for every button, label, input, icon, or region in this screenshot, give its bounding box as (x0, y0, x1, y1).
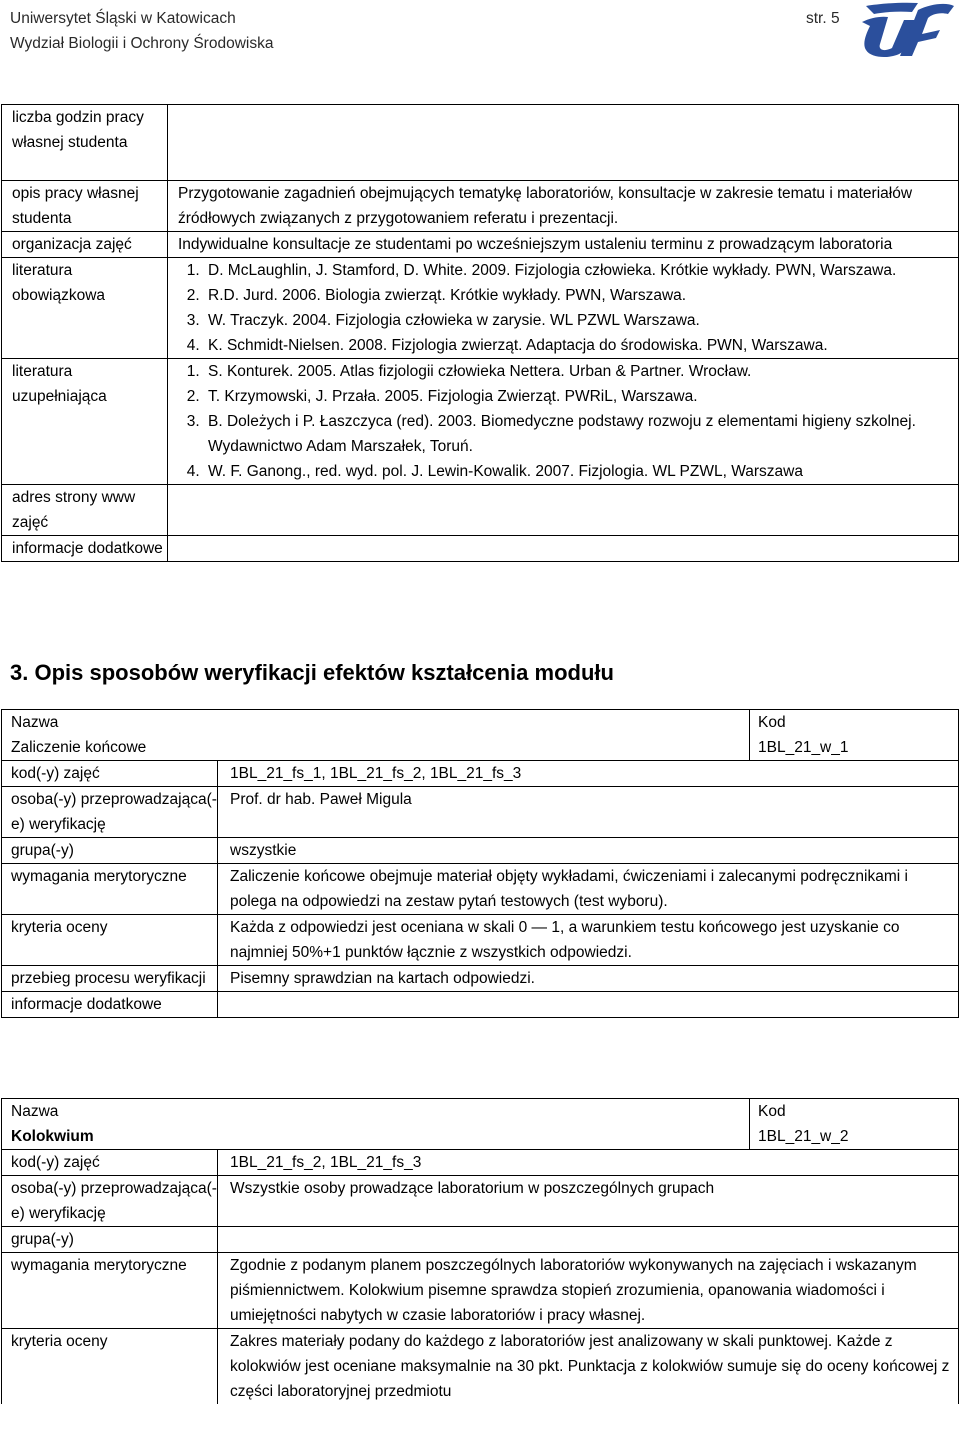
row-value: 1BL_21_fs_2, 1BL_21_fs_3 (218, 1150, 959, 1176)
row-value: Zgodnie z podanym planem poszczególnych laboratoriów wykonywanych na zajęciach i wskazanym piśmiennictwem. Kolokwium pisemne sprawdza stopień zrozumienia, opanowania wiadomości i umiejętności nabytych w czasie laboratoriów i pracy własnej. (218, 1253, 959, 1329)
label-supplementary-literature: literatura uzupełniająca (2, 359, 168, 485)
supplementary-literature-list (168, 359, 959, 485)
list-item: 4. W. F. Ganong., red. wyd. pol. J. Lewin-Kowalik. 2007. Fizjologia. WL PZWL, Warszawa (204, 459, 958, 484)
kod-label: Kod (750, 1099, 959, 1125)
value-organization: Indywidualne konsultacje ze studentami po wcześniejszym ustaleniu terminu z prowadzącym laboratoria (168, 232, 959, 258)
value-website (168, 485, 959, 536)
verification-table-1 (1, 709, 959, 1018)
university-name: Uniwersytet Śląski w Katowicach (10, 10, 236, 27)
faculty-name: Wydział Biologii i Ochrony Środowiska (10, 35, 274, 52)
label-work-description: opis pracy własnej studenta (2, 181, 168, 232)
row-label: przebieg procesu weryfikacji (2, 966, 218, 992)
row-label: kryteria oceny (2, 915, 218, 966)
page-number: str. 5 (806, 10, 840, 27)
kod-value: 1BL_21_w_2 (750, 1124, 959, 1150)
row-value: Zakres materiały podany do każdego z laboratoriów jest analizowany w skali punktowej. Każde z kolokwiów jest oceniane maksymalnie na 30 pkt. Punktacja z kolokwiów sumuje się do oceny końcowej z części laboratoryjnej przedmiotu (218, 1329, 959, 1405)
row-value: Każda z odpowiedzi jest oceniana w skali 0 — 1, a warunkiem testu końcowego jest uzyskanie co najmniej 50%+1 punktów łącznie z wszystkich odpowiedzi. (218, 915, 959, 966)
row-value: Prof. dr hab. Paweł Migula (218, 787, 959, 838)
nazwa-value: Zaliczenie końcowe (2, 735, 750, 761)
kod-value: 1BL_21_w_1 (750, 735, 959, 761)
nazwa-label: Nazwa (2, 1099, 750, 1125)
row-label: kod(-y) zajęć (2, 1150, 218, 1176)
label-hours: liczba godzin pracy własnej studenta (2, 105, 168, 181)
row-label: osoba(-y) przeprowadzająca(-e) weryfikację (2, 787, 218, 838)
row-value (218, 992, 959, 1018)
list-item: 4. K. Schmidt-Nielsen. 2008. Fizjologia zwierząt. Adaptacja do środowiska. PWN, Warszawa. (204, 333, 958, 358)
row-label: informacje dodatkowe (2, 992, 218, 1018)
label-additional-info: informacje dodatkowe (2, 536, 168, 562)
list-item: 2. R.D. Jurd. 2006. Biologia zwierząt. Krótkie wykłady. PWN, Warszawa. (204, 283, 958, 308)
list-item: 3. W. Traczyk. 2004. Fizjologia człowieka w zarysie. WL PZWL Warszawa. (204, 308, 958, 333)
row-label: wymagania merytoryczne (2, 1253, 218, 1329)
value-work-description: Przygotowanie zagadnień obejmujących tematykę laboratoriów, konsultacje w zakresie tematu i materiałów źródłowych związanych z przygotowaniem referatu i prezentacji. (168, 181, 959, 232)
row-label: kod(-y) zajęć (2, 761, 218, 787)
row-label: wymagania merytoryczne (2, 864, 218, 915)
label-website: adres strony www zajęć (2, 485, 168, 536)
nazwa-value: Kolokwium (2, 1124, 750, 1150)
value-additional-info (168, 536, 959, 562)
required-literature-list (168, 258, 959, 359)
university-logo-icon (858, 0, 956, 58)
value-hours (168, 105, 959, 181)
row-value (218, 1227, 959, 1253)
row-label: kryteria oceny (2, 1329, 218, 1405)
row-label: grupa(-y) (2, 838, 218, 864)
list-item: 2. T. Krzymowski, J. Przała. 2005. Fizjologia Zwierząt. PWRiL, Warszawa. (204, 384, 958, 409)
label-organization: organizacja zajęć (2, 232, 168, 258)
row-value: Wszystkie osoby prowadzące laboratorium w poszczególnych grupach (218, 1176, 959, 1227)
document-header (10, 6, 273, 56)
list-item: 1. D. McLaughlin, J. Stamford, D. White. 2009. Fizjologia człowieka. Krótkie wykłady. PWN, Warszawa. (204, 258, 958, 283)
row-value: Zaliczenie końcowe obejmuje materiał objęty wykładami, ćwiczeniami i zalecanymi podręcznikami i polega na odpowiedzi na zestaw pytań testowych (test wyboru). (218, 864, 959, 915)
section-title: 3. Opis sposobów weryfikacji efektów kształcenia modułu (10, 660, 614, 685)
verification-table-2 (1, 1098, 959, 1404)
module-info-table (1, 104, 959, 562)
nazwa-label: Nazwa (2, 710, 750, 736)
list-item: 3. B. Doleżych i P. Łaszczyca (red). 2003. Biomedyczne podstawy rozwoju z elementami higieny szkolnej. Wydawnictwo Adam Marszałek, Toruń. (204, 409, 958, 459)
list-item: 1. S. Konturek. 2005. Atlas fizjologii człowieka Nettera. Urban & Partner. Wrocław. (204, 359, 958, 384)
kod-label: Kod (750, 710, 959, 736)
row-label: osoba(-y) przeprowadzająca(-e) weryfikację (2, 1176, 218, 1227)
row-label: grupa(-y) (2, 1227, 218, 1253)
label-required-literature: literatura obowiązkowa (2, 258, 168, 359)
row-value: Pisemny sprawdzian na kartach odpowiedzi. (218, 966, 959, 992)
row-value: wszystkie (218, 838, 959, 864)
row-value: 1BL_21_fs_1, 1BL_21_fs_2, 1BL_21_fs_3 (218, 761, 959, 787)
